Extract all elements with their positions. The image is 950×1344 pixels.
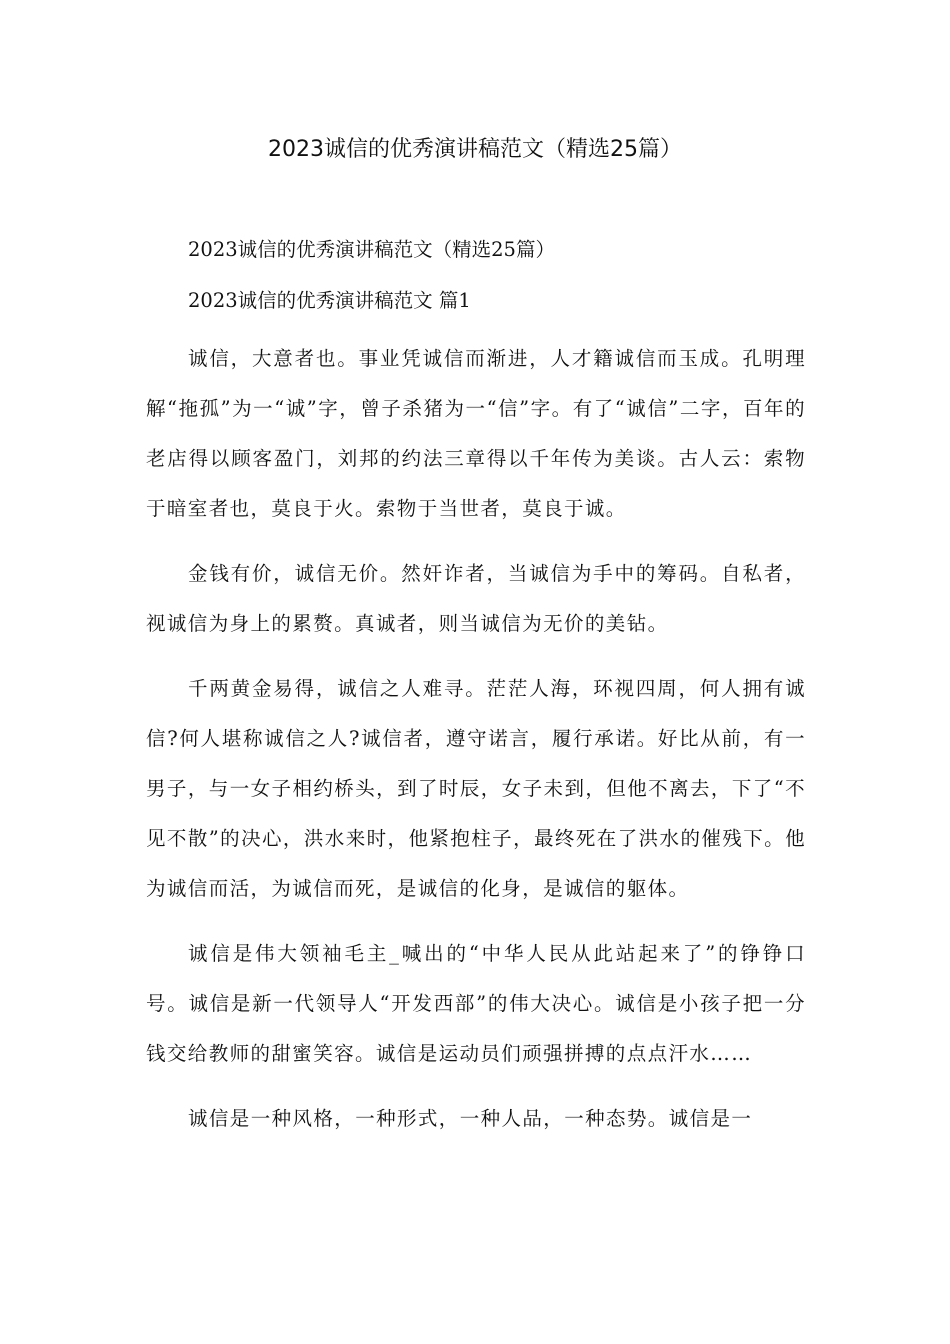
- section-heading: 2023诚信的优秀演讲稿范文 篇1: [188, 289, 471, 312]
- paragraph: 诚信是一种风格，一种形式，一种人品，一种态势。诚信是一: [188, 1107, 753, 1130]
- document-body: [146, 232, 806, 1159]
- paragraph: 金钱有价，诚信无价。然奸诈者，当诚信为手中的筹码。自私者，视诚信为身上的累赘。真诚者，则当诚信为无价的美钻。: [146, 562, 806, 635]
- document-title: 2023诚信的优秀演讲稿范文（精选25篇）: [268, 137, 682, 162]
- paragraph: 诚信是伟大领袖毛主_喊出的“中华人民从此站起来了”的铮铮口号。诚信是新一代领导人“开发西部”的伟大决心。诚信是小孩子把一分钱交给教师的甜蜜笑容。诚信是运动员们顽强拼搏的点点汗水……: [146, 942, 806, 1065]
- subtitle: 2023诚信的优秀演讲稿范文（精选25篇）: [188, 238, 555, 261]
- paragraph: 诚信，大意者也。事业凭诚信而渐进，人才籍诚信而玉成。孔明理解“拖孤”为一“诚”字，曾子杀猪为一“信”字。有了“诚信”二字，百年的老店得以顾客盈门，刘邦的约法三章得以千年传为美谈。古人云：索物于暗室者也，莫良于火。索物于当世者，莫良于诚。: [146, 347, 806, 520]
- paragraph: 千两黄金易得，诚信之人难寻。茫茫人海，环视四周，何人拥有诚信?何人堪称诚信之人?诚信者，遵守诺言，履行承诺。好比从前，有一男子，与一女子相约桥头，到了时辰，女子未到，但他不离去，下了“不见不散”的决心，洪水来时，他紧抱柱子，最终死在了洪水的催残下。他为诚信而活，为诚信而死，是诚信的化身，是诚信的躯体。: [146, 677, 806, 900]
